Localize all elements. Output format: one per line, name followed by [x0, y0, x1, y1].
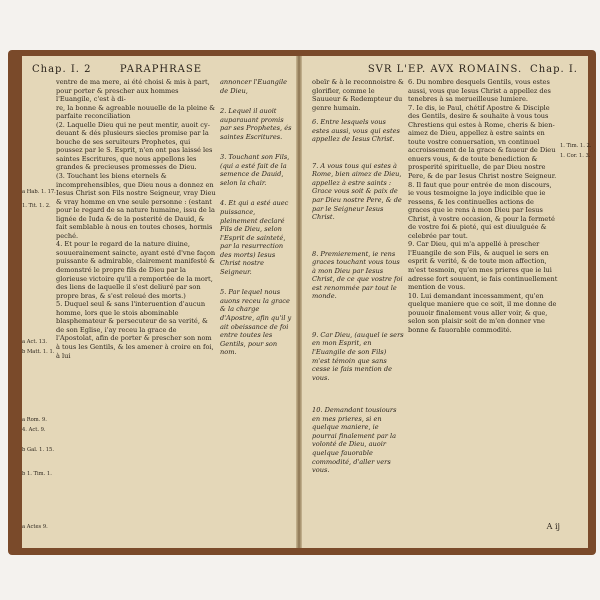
running-title: PARAPHRASE — [119, 64, 203, 75]
verse: 9. Car Dieu, (auquel ie sers en mon Esprit, en l'Euangile de son Fils) m'est témoin que sans cesse ie fais mention de vous. — [312, 330, 404, 382]
paraphrase-column — [56, 78, 216, 360]
verse: 3. Touchant son Fils, (qui a esté fait de la semence de Dauid, selon la chair. — [220, 153, 290, 187]
paragraph: (3. Touchant les biens eternels & incomprehensibles, que Dieu nous a donnez en Iesus Christ son Fils nostre Seigneur, vray Dieu & vray homme en vne seule personne : (estant pour le regard de sa nature humaine, issu de la lignée de Iuda & de la posterité de Dauid, & fait semblable à nous en toutes choses, hormis peché. — [56, 172, 216, 240]
verse: 8. Premierement, ie rens graces touchant vous tous à mon Dieu par Iesus Christ, de ce que vostre foi est renommée par tout le monde. — [312, 249, 403, 301]
left-page — [22, 56, 301, 548]
right-page-header — [312, 64, 578, 78]
margin-note: 1. Tit. 1. 2. — [22, 203, 51, 209]
margin-note: b 1. Tim. 1. — [22, 471, 52, 477]
scripture-column — [312, 78, 404, 475]
paragraph: 8. Il faut que pour entrée de mon discours, ie vous tesmoigne la joye indicible que ie ressens, & les continuelles actions de graces que ie rens à mon Dieu par Iesus Christ, à vostre occasion, & pour la fermeté de vostre foi & pieté, qui est diuulguée & celebrée par tout. — [408, 180, 555, 240]
verse: 5. Par lequel nous auons receu la grace & la charge d'Apostre, afin qu'il y ait obeissance de foi entre toutes les Gentils, pour son nom. — [220, 288, 292, 357]
paraphrase-column — [408, 78, 558, 334]
paragraph: re, la bonne & agreable nouuelle de la pleine & parfaite reconciliation — [56, 103, 216, 121]
paragraph: 7. Ie dis, ie Paul, chétif Apostre & Disciple des Gentils, desire & souhaite à vous tous Chrestiens qui estes à Rome, cheris & bien-aimez de Dieu, appellez à estre saints en toute vostre conuersation, vn continuel accroissement de la grace & faueur de Dieu enuers vous, & de toute benediction & prosperité spirituelle, de par Dieu nostre Pere, & de par Iesus Christ nostre Seigneur. — [408, 103, 557, 181]
margin-note: 1. Tim. 1. 2. — [560, 143, 592, 149]
verse: 7. A vous tous qui estes à Rome, bien aimez de Dieu, appellez à estre saints : Grace vous soit & paix de par Dieu nostre Pere, & de par le Seigneur Iesus Christ. — [312, 161, 402, 222]
right-page — [302, 56, 592, 548]
verse: 10. Demandant tousiours en mes prieres, si en quelque maniere, ie pourrai finalement par la volonté de Dieu, auoir quelque fauorable commodité, d'aller vers vous. — [312, 406, 397, 475]
left-page-header — [32, 64, 290, 78]
paragraph: 4. Et pour le regard de la nature diuine, souuerainement saincte, ayant esté d'vne façon puissante & admirable, clairement manifesté & demonstré le propre fils de Dieu par la glorieuse victoire qu'il a remportée de la mort, des liens de laquelle il s'est deliuré par son propre bras, & s'est releué des morts.) — [56, 240, 216, 300]
paragraph: 9. Car Dieu, qui m'a appellé à prescher l'Euangile de son Fils, & auquel ie sers en esprit & verité, & de toute mon affection, m'est tesmoin, qu'en mes prieres que ie lui adresse fort souuent, ie fais continuellement mention de vous. — [408, 240, 558, 292]
margin-note: 4. Act. 9. — [22, 427, 46, 433]
margin-note: b Matt. 1. 1. — [22, 349, 55, 355]
chapter-label: Chap. I. 2 — [32, 64, 92, 75]
paragraph: obeïr & à le reconnoistre & glorifier, comme le Sauueur & Redempteur du genre humain. — [312, 78, 404, 112]
verse: 2. Lequel il auoit auparauant promis par ses Prophetes, és saintes Escritures. — [220, 107, 292, 141]
margin-note: a Hab. 1. 17. — [22, 189, 56, 195]
margin-note: b Gal. 1. 15. — [22, 447, 55, 453]
margin-note: a Act. 13. — [22, 339, 48, 345]
verse: 4. Et qui a esté auec puissance, pleinement declaré Fils de Dieu, selon l'Esprit de sainteté, par la resurrection des morts) Iesus Christ nostre Seigneur. — [220, 199, 289, 276]
signature-mark: A ij — [546, 522, 560, 531]
scripture-column — [220, 78, 294, 357]
paragraph: 10. Lui demandant incessamment, qu'en quelque maniere que ce soit, il me donne de pouuoir finalement vous aller voir, & que, selon son plaisir soit de m'en donner vne bonne & fauorable commodité. — [408, 291, 557, 334]
verse: annoncer l'Euangile de Dieu, — [220, 78, 287, 95]
chapter-label: Chap. I. — [530, 64, 578, 75]
margin-note: a Rom. 9. — [22, 417, 47, 423]
paragraph: 5. Duquel seul & sans l'interuention d'aucun homme, lors que le stois abominable blasphemateur & persecuteur de sa verité, & de son Eglise, i'ay receu la grace de l'Apostolat, afin de porter & prescher son nom à tous les Gentils, & les amener à croire en foi, à lui — [56, 300, 214, 360]
paragraph: (2. Laquelle Dieu qui ne peut mentir, auoit cy-deuant & dés plusieurs siecles promise par la bouche de ses seruiteurs Prophetes, qui poussez par le S. Esprit, n'en ont pas laissé les saintes Escritures, que nous appellons les grandes & precieuses promesses de Dieu. — [56, 120, 213, 172]
running-title: SVR L'EP. AVX ROMAINS. — [367, 64, 523, 75]
paragraph: 6. Du nombre desquels Gentils, vous estes aussi, vous que Iesus Christ a appellez des tenebres à sa merueilleuse lumiere. — [408, 78, 551, 104]
verse: 6. Entre lesquels vous estes aussi, vous qui estes appellez de Iesus Christ. — [312, 118, 400, 144]
margin-note: a Actes 9. — [22, 524, 48, 530]
margin-note: 1. Cor. 1. 3. — [560, 153, 591, 159]
paragraph: ventre de ma mere, ai été choisi & mis à part, pour porter & prescher aux hommes l'Euangile, c'est à di- — [56, 78, 210, 104]
